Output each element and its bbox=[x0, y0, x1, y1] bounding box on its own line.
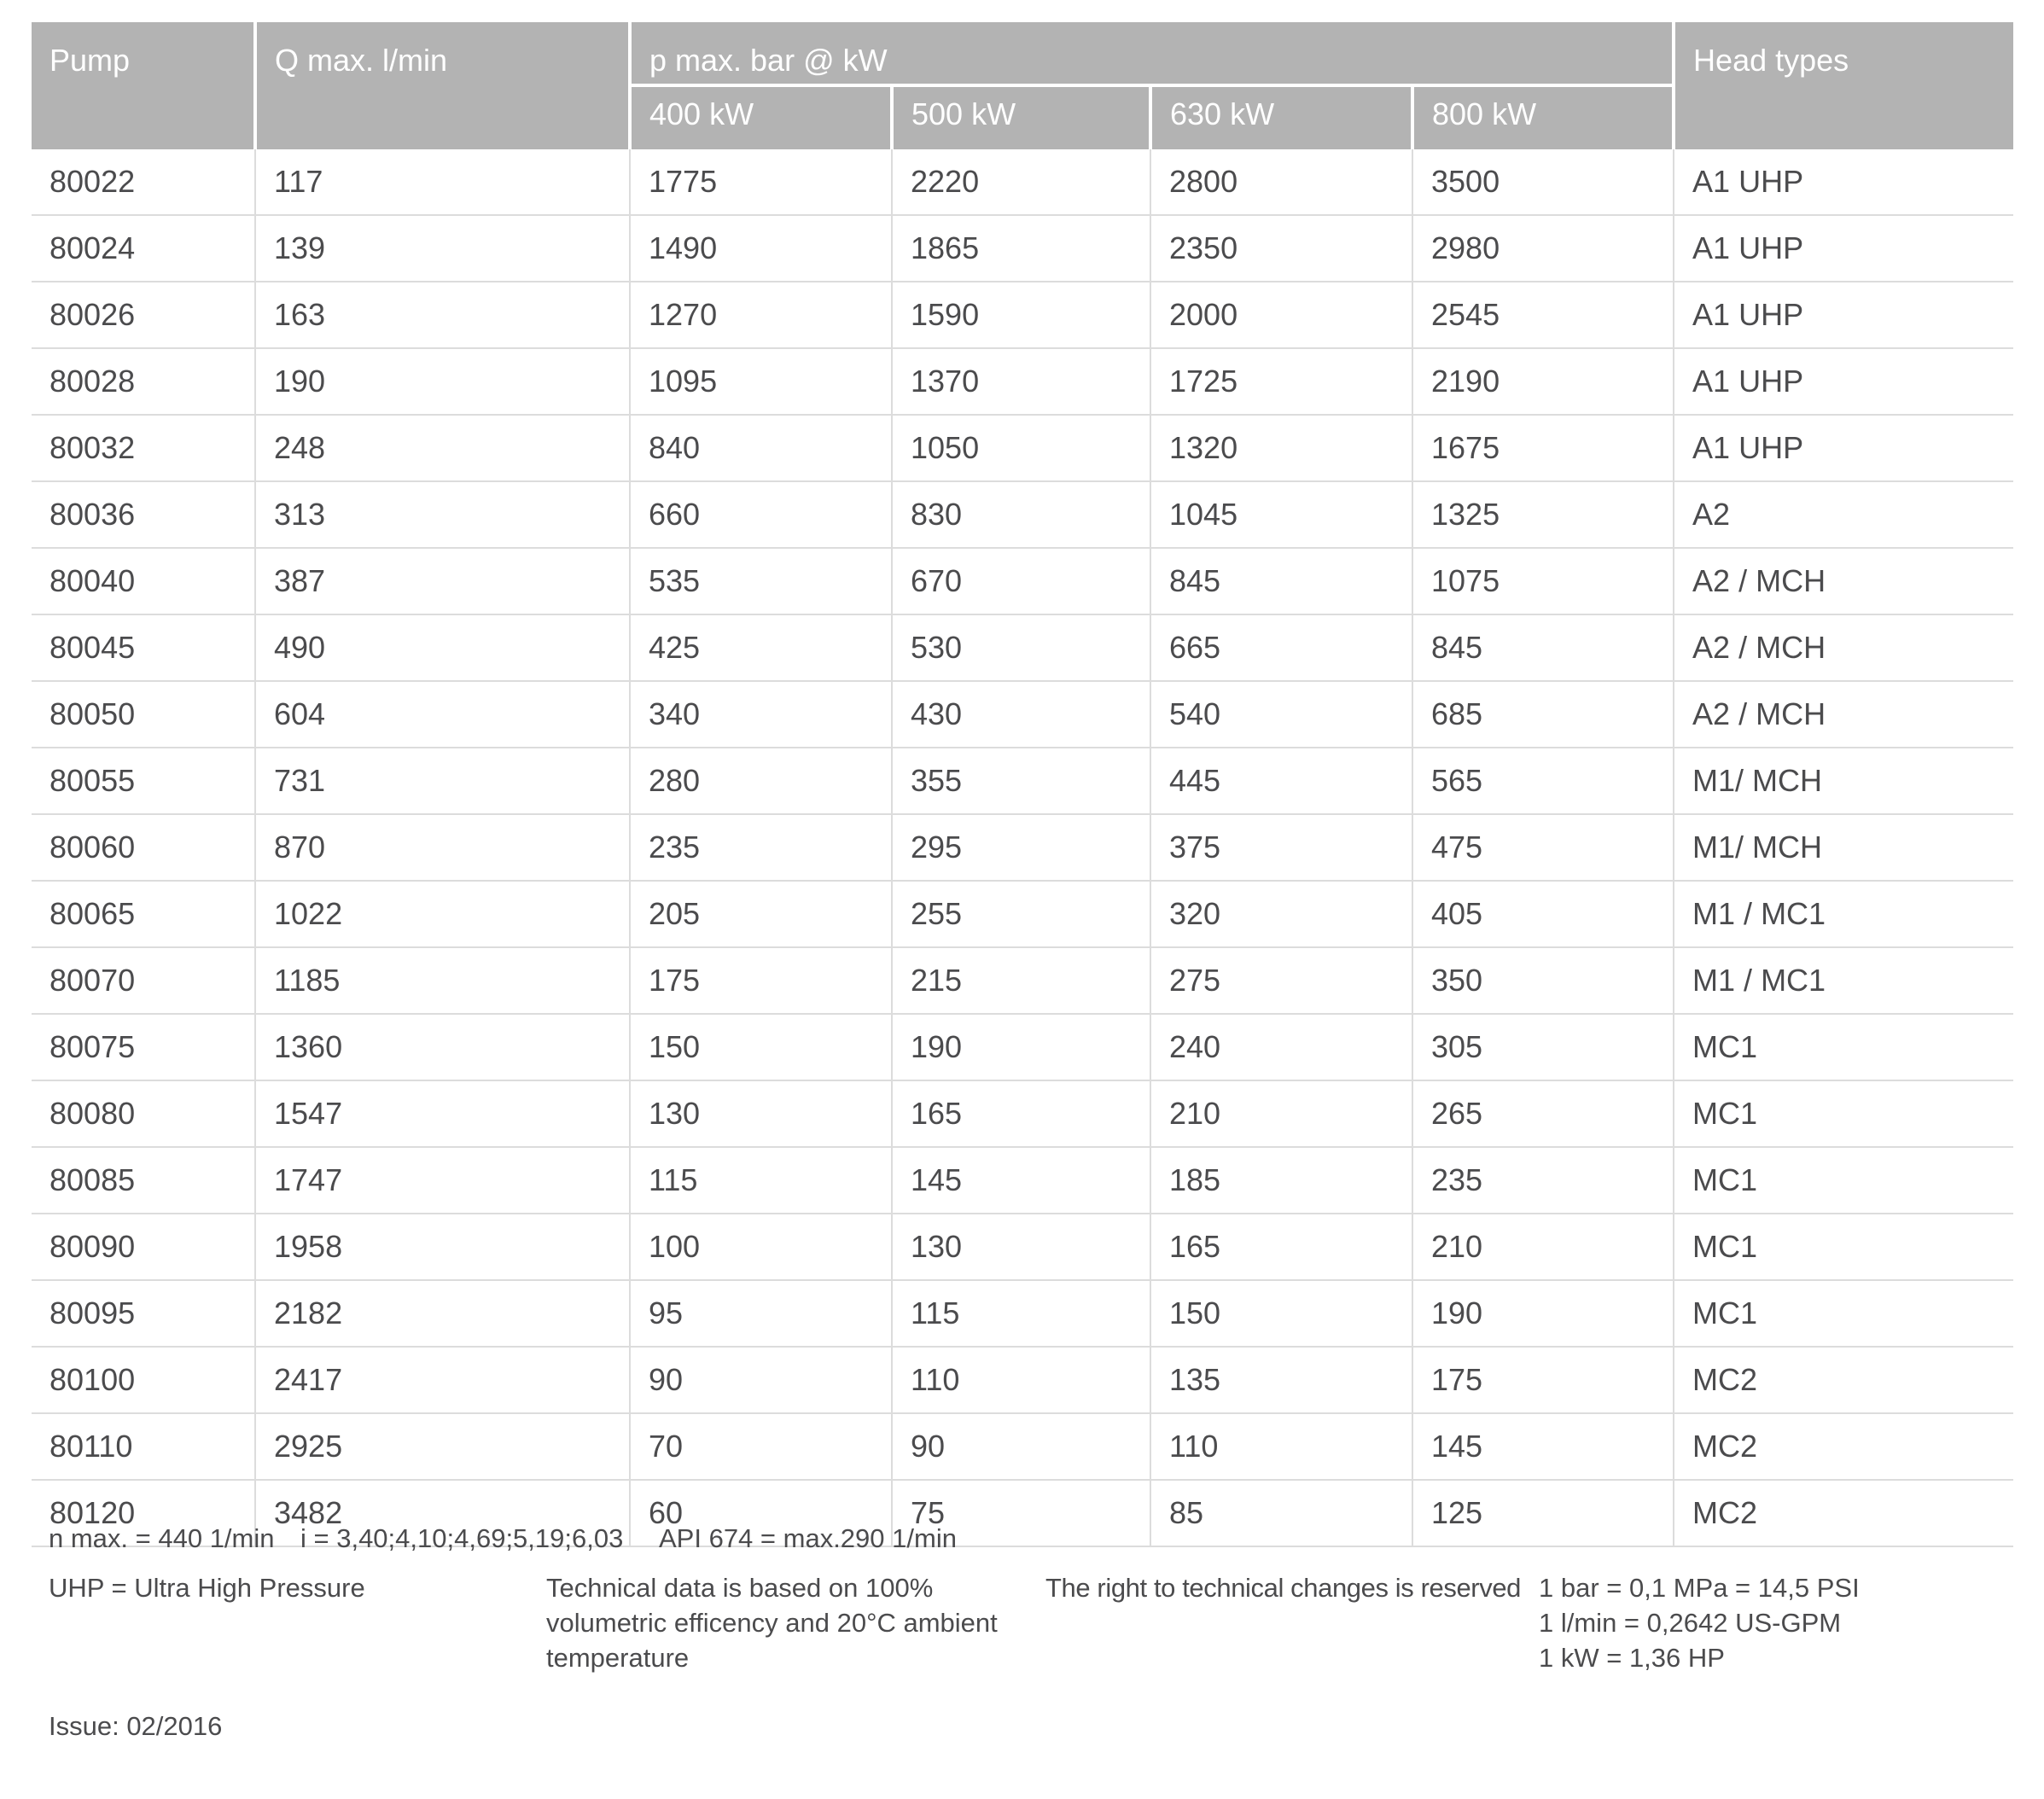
p500-cell: 255 bbox=[892, 881, 1150, 947]
p630-cell: 2350 bbox=[1150, 215, 1412, 282]
col-header-500kw: 500 kW bbox=[892, 85, 1150, 149]
p400-cell: 95 bbox=[630, 1280, 892, 1347]
qmax-cell: 1360 bbox=[255, 1014, 630, 1080]
p400-cell: 235 bbox=[630, 814, 892, 881]
p500-cell: 530 bbox=[892, 614, 1150, 681]
p400-cell: 535 bbox=[630, 548, 892, 614]
pump-id-cell: 80028 bbox=[32, 348, 255, 415]
p800-cell: 265 bbox=[1412, 1080, 1674, 1147]
p400-cell: 130 bbox=[630, 1080, 892, 1147]
p800-cell: 1325 bbox=[1412, 481, 1674, 548]
p400-cell: 660 bbox=[630, 481, 892, 548]
col-header-pump: Pump bbox=[32, 22, 255, 149]
p500-cell: 90 bbox=[892, 1413, 1150, 1480]
note-n-max: n max. = 440 1/min bbox=[49, 1523, 275, 1553]
p630-cell: 165 bbox=[1150, 1214, 1412, 1280]
p800-cell: 405 bbox=[1412, 881, 1674, 947]
p400-cell: 1270 bbox=[630, 282, 892, 348]
p400-cell: 340 bbox=[630, 681, 892, 748]
head-type-cell: M1/ MCH bbox=[1674, 748, 2013, 814]
pump-id-cell: 80050 bbox=[32, 681, 255, 748]
p630-cell: 1045 bbox=[1150, 481, 1412, 548]
qmax-cell: 1958 bbox=[255, 1214, 630, 1280]
note-technical-line: Technical data is based on 100% bbox=[546, 1573, 934, 1603]
p630-cell: 210 bbox=[1150, 1080, 1412, 1147]
p630-cell: 2800 bbox=[1150, 149, 1412, 215]
table-row bbox=[32, 814, 2013, 881]
qmax-cell: 2182 bbox=[255, 1280, 630, 1347]
qmax-cell: 163 bbox=[255, 282, 630, 348]
pump-id-cell: 80065 bbox=[32, 881, 255, 947]
col-header-400kw: 400 kW bbox=[630, 85, 892, 149]
p800-cell: 125 bbox=[1412, 1480, 1674, 1546]
qmax-cell: 870 bbox=[255, 814, 630, 881]
pump-id-cell: 80026 bbox=[32, 282, 255, 348]
p630-cell: 275 bbox=[1150, 947, 1412, 1014]
qmax-cell: 490 bbox=[255, 614, 630, 681]
table-body bbox=[32, 149, 2013, 1546]
pump-id-cell: 80070 bbox=[32, 947, 255, 1014]
pump-id-cell: 80036 bbox=[32, 481, 255, 548]
note-technical bbox=[546, 1570, 998, 1675]
table-row bbox=[32, 215, 2013, 282]
note-conversion-line: 1 bar = 0,1 MPa = 14,5 PSI bbox=[1539, 1573, 1860, 1603]
table-row bbox=[32, 881, 2013, 947]
p800-cell: 475 bbox=[1412, 814, 1674, 881]
p500-cell: 215 bbox=[892, 947, 1150, 1014]
table-row bbox=[32, 282, 2013, 348]
pump-id-cell: 80060 bbox=[32, 814, 255, 881]
note-technical-line: temperature bbox=[546, 1643, 690, 1673]
qmax-cell: 387 bbox=[255, 548, 630, 614]
qmax-cell: 117 bbox=[255, 149, 630, 215]
qmax-cell: 3482 bbox=[255, 1480, 630, 1546]
p500-cell: 295 bbox=[892, 814, 1150, 881]
p400-cell: 1775 bbox=[630, 149, 892, 215]
pump-id-cell: 80095 bbox=[32, 1280, 255, 1347]
p630-cell: 240 bbox=[1150, 1014, 1412, 1080]
p500-cell: 355 bbox=[892, 748, 1150, 814]
table-row bbox=[32, 1347, 2013, 1413]
head-type-cell: A1 UHP bbox=[1674, 348, 2013, 415]
p500-cell: 75 bbox=[892, 1480, 1150, 1546]
p500-cell: 430 bbox=[892, 681, 1150, 748]
note-conversions bbox=[1539, 1570, 1860, 1675]
qmax-cell: 1022 bbox=[255, 881, 630, 947]
issue-label: Issue: 02/2016 bbox=[49, 1711, 223, 1741]
p500-cell: 190 bbox=[892, 1014, 1150, 1080]
p500-cell: 2220 bbox=[892, 149, 1150, 215]
pump-id-cell: 80022 bbox=[32, 149, 255, 215]
head-type-cell: MC2 bbox=[1674, 1480, 2013, 1546]
p630-cell: 2000 bbox=[1150, 282, 1412, 348]
head-type-cell: A2 / MCH bbox=[1674, 548, 2013, 614]
pump-id-cell: 80085 bbox=[32, 1147, 255, 1214]
table-row bbox=[32, 348, 2013, 415]
head-type-cell: A1 UHP bbox=[1674, 149, 2013, 215]
head-type-cell: A2 / MCH bbox=[1674, 681, 2013, 748]
qmax-cell: 139 bbox=[255, 215, 630, 282]
table-row bbox=[32, 947, 2013, 1014]
head-type-cell: A2 / MCH bbox=[1674, 614, 2013, 681]
p800-cell: 145 bbox=[1412, 1413, 1674, 1480]
p400-cell: 100 bbox=[630, 1214, 892, 1280]
head-type-cell: A2 bbox=[1674, 481, 2013, 548]
head-type-cell: MC2 bbox=[1674, 1347, 2013, 1413]
qmax-cell: 604 bbox=[255, 681, 630, 748]
qmax-cell: 190 bbox=[255, 348, 630, 415]
pump-id-cell: 80080 bbox=[32, 1080, 255, 1147]
qmax-cell: 1185 bbox=[255, 947, 630, 1014]
table-row bbox=[32, 481, 2013, 548]
p630-cell: 185 bbox=[1150, 1147, 1412, 1214]
p400-cell: 90 bbox=[630, 1347, 892, 1413]
p800-cell: 190 bbox=[1412, 1280, 1674, 1347]
table-row bbox=[32, 1014, 2013, 1080]
col-header-800kw: 800 kW bbox=[1412, 85, 1674, 149]
p500-cell: 165 bbox=[892, 1080, 1150, 1147]
p400-cell: 175 bbox=[630, 947, 892, 1014]
pump-id-cell: 80110 bbox=[32, 1413, 255, 1480]
p800-cell: 1675 bbox=[1412, 415, 1674, 481]
table-row bbox=[32, 1280, 2013, 1347]
pump-id-cell: 80024 bbox=[32, 215, 255, 282]
table-row bbox=[32, 1080, 2013, 1147]
p800-cell: 2190 bbox=[1412, 348, 1674, 415]
pump-id-cell: 80040 bbox=[32, 548, 255, 614]
head-type-cell: MC1 bbox=[1674, 1014, 2013, 1080]
col-header-qmax: Q max. l/min bbox=[255, 22, 630, 149]
qmax-cell: 1547 bbox=[255, 1080, 630, 1147]
head-type-cell: M1/ MCH bbox=[1674, 814, 2013, 881]
p630-cell: 1320 bbox=[1150, 415, 1412, 481]
qmax-cell: 2925 bbox=[255, 1413, 630, 1480]
p500-cell: 1050 bbox=[892, 415, 1150, 481]
head-type-cell: M1 / MC1 bbox=[1674, 881, 2013, 947]
pump-specs-table bbox=[32, 22, 2013, 1547]
pump-id-cell: 80120 bbox=[32, 1480, 255, 1546]
head-type-cell: MC1 bbox=[1674, 1080, 2013, 1147]
p630-cell: 665 bbox=[1150, 614, 1412, 681]
table-row bbox=[32, 149, 2013, 215]
p630-cell: 1725 bbox=[1150, 348, 1412, 415]
p500-cell: 830 bbox=[892, 481, 1150, 548]
table-row bbox=[32, 748, 2013, 814]
p400-cell: 115 bbox=[630, 1147, 892, 1214]
p630-cell: 150 bbox=[1150, 1280, 1412, 1347]
table-row bbox=[32, 681, 2013, 748]
table-row bbox=[32, 1214, 2013, 1280]
table-row bbox=[32, 415, 2013, 481]
qmax-cell: 313 bbox=[255, 481, 630, 548]
pump-id-cell: 80100 bbox=[32, 1347, 255, 1413]
note-uhp: UHP = Ultra High Pressure bbox=[49, 1573, 365, 1603]
p800-cell: 2980 bbox=[1412, 215, 1674, 282]
p630-cell: 135 bbox=[1150, 1347, 1412, 1413]
p400-cell: 1095 bbox=[630, 348, 892, 415]
table-header bbox=[32, 22, 2013, 149]
p400-cell: 70 bbox=[630, 1413, 892, 1480]
col-header-630kw: 630 kW bbox=[1150, 85, 1412, 149]
p800-cell: 235 bbox=[1412, 1147, 1674, 1214]
pump-id-cell: 80045 bbox=[32, 614, 255, 681]
note-conversion-line: 1 l/min = 0,2642 US-GPM bbox=[1539, 1608, 1842, 1638]
p630-cell: 540 bbox=[1150, 681, 1412, 748]
head-type-cell: A1 UHP bbox=[1674, 215, 2013, 282]
p800-cell: 2545 bbox=[1412, 282, 1674, 348]
pump-id-cell: 80032 bbox=[32, 415, 255, 481]
p500-cell: 130 bbox=[892, 1214, 1150, 1280]
head-type-cell: MC1 bbox=[1674, 1214, 2013, 1280]
pump-id-cell: 80075 bbox=[32, 1014, 255, 1080]
p800-cell: 210 bbox=[1412, 1214, 1674, 1280]
qmax-cell: 248 bbox=[255, 415, 630, 481]
p630-cell: 320 bbox=[1150, 881, 1412, 947]
p800-cell: 175 bbox=[1412, 1347, 1674, 1413]
table-row bbox=[32, 548, 2013, 614]
p630-cell: 845 bbox=[1150, 548, 1412, 614]
p400-cell: 60 bbox=[630, 1480, 892, 1546]
head-type-cell: M1 / MC1 bbox=[1674, 947, 2013, 1014]
p800-cell: 845 bbox=[1412, 614, 1674, 681]
p400-cell: 840 bbox=[630, 415, 892, 481]
p800-cell: 565 bbox=[1412, 748, 1674, 814]
p800-cell: 685 bbox=[1412, 681, 1674, 748]
note-technical-line: volumetric efficency and 20°C ambient bbox=[546, 1608, 998, 1638]
p800-cell: 350 bbox=[1412, 947, 1674, 1014]
qmax-cell: 2417 bbox=[255, 1347, 630, 1413]
pump-id-cell: 80090 bbox=[32, 1214, 255, 1280]
note-rights: The right to technical changes is reserved bbox=[1045, 1573, 1522, 1603]
p500-cell: 145 bbox=[892, 1147, 1150, 1214]
p630-cell: 85 bbox=[1150, 1480, 1412, 1546]
p400-cell: 280 bbox=[630, 748, 892, 814]
note-api: API 674 = max.290 1/min bbox=[659, 1523, 957, 1553]
p400-cell: 205 bbox=[630, 881, 892, 947]
p800-cell: 1075 bbox=[1412, 548, 1674, 614]
p630-cell: 445 bbox=[1150, 748, 1412, 814]
pump-id-cell: 80055 bbox=[32, 748, 255, 814]
p800-cell: 305 bbox=[1412, 1014, 1674, 1080]
qmax-cell: 1747 bbox=[255, 1147, 630, 1214]
note-conversion-line: 1 kW = 1,36 HP bbox=[1539, 1643, 1725, 1673]
p500-cell: 1370 bbox=[892, 348, 1150, 415]
col-header-pmax: p max. bar @ kW bbox=[630, 22, 1674, 85]
table-row bbox=[32, 1413, 2013, 1480]
note-gear-ratios: i = 3,40;4,10;4,69;5,19;6,03 bbox=[300, 1523, 624, 1553]
head-type-cell: A1 UHP bbox=[1674, 415, 2013, 481]
p500-cell: 1865 bbox=[892, 215, 1150, 282]
head-type-cell: MC1 bbox=[1674, 1280, 2013, 1347]
p630-cell: 110 bbox=[1150, 1413, 1412, 1480]
col-header-head-types: Head types bbox=[1674, 22, 2013, 149]
p500-cell: 115 bbox=[892, 1280, 1150, 1347]
table-row bbox=[32, 1147, 2013, 1214]
p800-cell: 3500 bbox=[1412, 149, 1674, 215]
head-type-cell: A1 UHP bbox=[1674, 282, 2013, 348]
p400-cell: 425 bbox=[630, 614, 892, 681]
table-row bbox=[32, 614, 2013, 681]
p500-cell: 1590 bbox=[892, 282, 1150, 348]
p500-cell: 670 bbox=[892, 548, 1150, 614]
head-type-cell: MC1 bbox=[1674, 1147, 2013, 1214]
p400-cell: 150 bbox=[630, 1014, 892, 1080]
qmax-cell: 731 bbox=[255, 748, 630, 814]
head-type-cell: MC2 bbox=[1674, 1413, 2013, 1480]
p400-cell: 1490 bbox=[630, 215, 892, 282]
p630-cell: 375 bbox=[1150, 814, 1412, 881]
p500-cell: 110 bbox=[892, 1347, 1150, 1413]
